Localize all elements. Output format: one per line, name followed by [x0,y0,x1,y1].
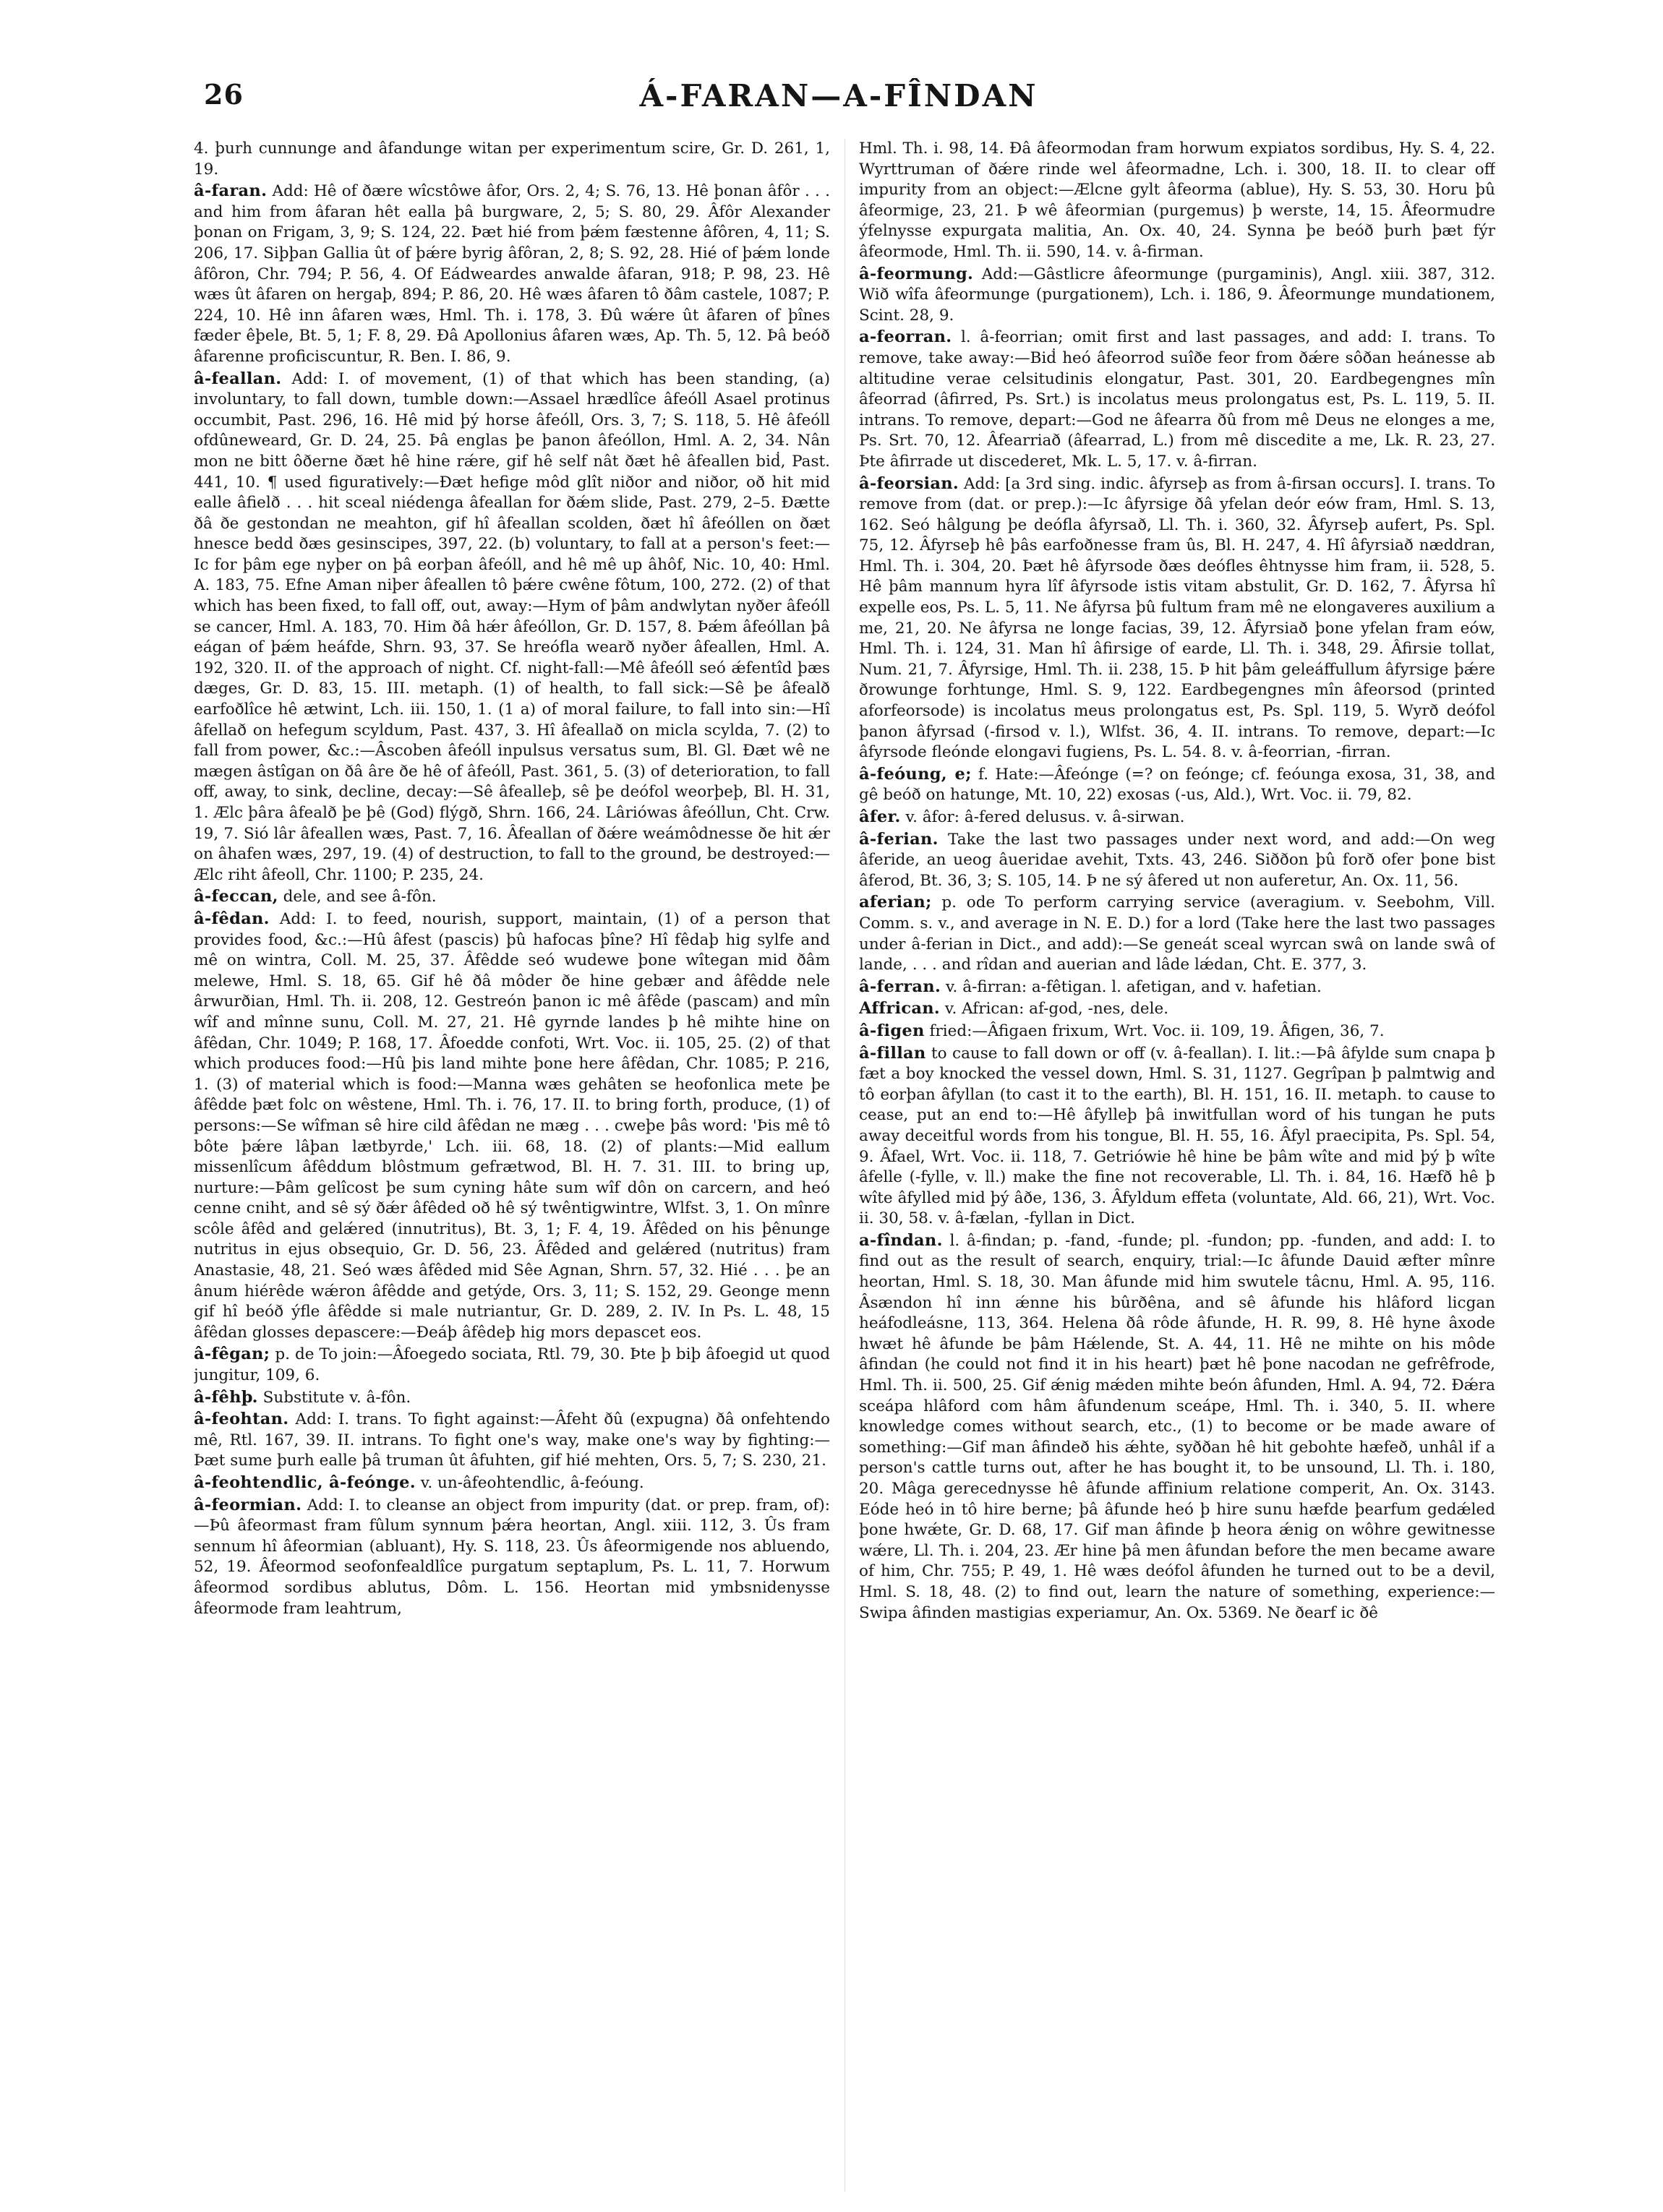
entry-text: l. â-feorrian; omit first and last passages, and add: I. trans. To remove, take away:—Biḋ heó âfeorrod suîðe feor from ðǽre sôðan heánesse ab altitudine verae celsitudinis elongatur, Past. 301, 20. Eardbegengnes mîn âfeorrad (âfirred, Ps. Srt.) is incolatus meus prolongatus est, Ps. L. 119, 5. II. intrans. To remove, depart:—God ne âfearra ðû from mê Deus ne elonges a me, Ps. Srt. 70, 12. Âfearriað (âfearrad, L.) from mê discedite a me, Lk. R. 23, 27. Þte âfirrade ut discederet, Mk. L. 5, 17. v. â-firran. [859,328,1495,471]
dictionary-entry [194,1495,830,1620]
dictionary-entry [859,1230,1495,1624]
entry-text: Add: I. to cleanse an object from impurity (dat. or prep. fram, of):—Þû âfeormast fram fûlum synnum þǽra heortan, Angl. xiii. 112, 3. Ûs fram sennum hî âfeormian (abluant), Hy. S. 118, 23. Ûs âfeormigende nos abluendo, 52, 19. Âfeormod seofonfealdlîce purgatum septaplum, Ps. L. 11, 7. Horwum âfeormod sordibus ablutus, Dôm. L. 156. Heortan mid ymbsnidenysse âfeormode fram leahtrum, [194,1496,830,1618]
entry-headword: â-feohtan. [194,1410,289,1429]
entry-text: Hml. Th. i. 98, 14. Ðâ âfeormodan fram horwum expiatos sordibus, Hy. S. 4, 22. Wyrttruman of ðǽre rinde wel âfeormadne, Lch. i. 300, 18. II. to clear off impurity from an object:—Ælcne gylt âfeorma (ablue), Hy. S. 53, 30. Horu þû âfeormige, 23, 21. Þ wê âfeormian (purgemus) þ werste, 14, 15. Âfeormudre ýfelnysse expurgata malitia, An. Ox. 40, 24. Synna þe beóð þurh þæt fýr âfeormode, Hml. Th. ii. 590, 14. v. â-firman. [859,140,1495,261]
entry-headword: â-feormung. [859,264,974,283]
dictionary-entry [194,909,830,1343]
page-number: 26 [204,78,244,111]
entry-headword: â-feorsian. [859,473,959,493]
entry-text: Add: I. of movement, (1) of that which has been standing, (a) involuntary, to fall down, tumble down:—Assael hrædlîce âfeóll Asael protinus occumbit, Past. 296, 16. Hê mid þý horse âfeóll, Ors. 3, 7; S. 118, 5. Hê âfeóll ofdûneweard, Gr. D. 24, 25. Þâ englas þe þanon âfeóllon, Hml. A. 2, 34. Nân mon ne bitt ôðerne ðæt hê hine rǽre, gif hê self nât ðæt hê âfeallen biḋ, Past. 441, 10. ¶ used figuratively:—Ðæt hefige môd glît niðor and niðor, oð hit mid ealle âfielð . . . hit sceal niédenga âfeallan for ðǽm slide, Past. 279, 2–5. Ðætte ðâ ðe gestondan ne meahton, gif hî âfeallan scolden, ðæt hî âfeóllen on ðæt hnesce bedd ðæs gesinscipes, 397, 22. (b) voluntary, to fall at a person's feet:—Ic for þâm ege nyþer on þâ eorþan âfeóll, and hê mê up âhôf, Nic. 10, 40: Hml. A. 183, 75. Efne Aman niþer âfeallen tô þǽre cwêne fôtum, 100, 272. (2) of that which has been fixed, to fall off, out, away:—Hym of þâm andwlytan nyðer âfeóll se cancer, Hml. A. 183, 70. Him ðâ hǽr âfeóllon, Gr. D. 157, 8. Þǽm âfeóllan þâ eágan of þǽm heáfde, Shrn. 93, 37. Se hreófla wearð nyðer âfeallen, Hml. A. 192, 320. II. of the approach of night. Cf. night-fall:—Mê âfeóll seó ǽfentîd þæs dæges, Gr. D. 83, 15. III. metaph. (1) of health, to fall sick:—Sê þe âfealð earfoðlîce hê ætwint, Lch. iii. 150, 1. (1 a) of moral failure, to fall into sin:—Hî âfellað on hefegum scyldum, Past. 437, 3. Hî âfeallað on micla scylda, 7. (2) to fall from power, &c.:—Âscoben âfeóll inpulsus versatus sum, Bl. Gl. Ðæt wê ne mægen âstîgan on ðâ âre ðe hê of âfeóll, Past. 361, 5. (3) of deterioration, to fall off, away, to sink, decline, decay:—Sê âfealleþ, sê þe deófol weorþeþ, Bl. H. 31, 1. Ælc þâra âfealð þe þê (God) flýgð, Shrn. 166, 24. Lâriówas âfeóllun, Cht. Crw. 19, 7. Sió lâr âfeallen wæs, Past. 7, 16. Âfeallan of ðǽre weámôdnesse ðe hit ǽr on âhafen wæs, 297, 19. (4) of destruction, to fall to the ground, be destroyed:—Ælc riht âfeoll, Chr. 1100; P. 235, 24. [194,369,830,884]
page-header [194,78,1484,121]
entry-headword: â-feóung, e; [859,764,972,784]
entry-text: p. ode To perform carrying service (averagium. v. Seebohm, Vill. Comm. s. v., and average in N. E. D.) for a lord (Take here the last two passages under â-ferian in Dict., and add):—Se geneát sceal wyrcan swâ on lande swâ of lande, . . . and rîdan and auerian and lâde lǽdan, Cht. E. 377, 3. [859,893,1495,974]
dictionary-entry [859,473,1495,763]
entry-text: Take the last two passages under next word, and add:—On weg âferide, an ueog âueridae avehit, Txts. 43, 246. Siððon þû forð ofer þone bist âferod, Bt. 36, 3; S. 105, 14. Þ ne sý âfered ut non auferetur, An. Ox. 11, 56. [859,830,1495,890]
entry-text: Add: I. trans. To fight against:—Âfeht ðû (expugna) ðâ onfehtendo mê, Rtl. 167, 39. II. intrans. To fight one's way, make one's way by fighting:—Þæt sume þurh ealle þâ truman ût âfuhten, gif hié mehten, Ors. 5, 7; S. 230, 21. [194,1410,830,1470]
entry-headword: Affrican. [859,999,940,1019]
entry-headword: â-fêhþ. [194,1387,258,1407]
entry-text: Add: [a 3rd sing. indic. âfyrseþ as from â-firsan occurs]. I. trans. To remove from (dat. or prep.):—Ic âfyrsige ðâ yfelan deór eów fram, Hml. S. 13, 162. Seó hâlgung þe deófla âfyrsað, Ll. Th. i. 360, 32. Âfyrseþ aufert, Ps. Spl. 75, 12. Âfyrseþ hê þâs earfoðnesse fram ûs, Bl. H. 247, 4. Hî âfyrsiað næddran, Hml. Th. i. 304, 20. Þæt hê âfyrsode ðæs deófles êhtnysse him fram, ii. 528, 5. Hê þâm mannum hyra lîf âfyrsode istis vitam abstulit, Gr. D. 162, 7. Âfyrsa hî expelle eos, Ps. L. 5, 11. Ne âfyrsa þû fultum fram mê ne elongaveres auxilium a me, 21, 20. Ne âfyrsa ne longe facias, 39, 12. Âfyrsiað þone yfelan fram eów, Hml. Th. i. 124, 31. Man hî âfirsige of earde, Ll. Th. i. 348, 29. Âfirsie tollat, Num. 21, 7. Âfyrsige, Hml. Th. ii. 238, 15. Þ hit þâm geleáffullum âfyrsige þǽre ðrowunge forhtunge, Hml. S. 9, 122. Eardbegengnes mîn âfeorsod (printed aforfeorsode) is incolatus meus prolongatus est, Ps. Spl. 119, 5. Wyrð deófol þanon âfyrsad (-firsod v. l.), Wlfst. 36, 4. II. intrans. To remove, depart:—Ic âfyrsode fleónde elongavi fugiens, Ps. L. 54. 8. v. â-feorrian, -firran. [859,474,1495,762]
dictionary-entry [859,264,1495,327]
dictionary-entry [859,829,1495,892]
running-head: Á-FARAN—A-FÎNDAN [639,78,1038,113]
entry-text: v. African: af-god, -nes, dele. [944,1000,1169,1019]
entry-headword: â-ferian. [859,829,939,849]
dictionary-entry [194,1344,830,1386]
dictionary-entry [194,369,830,886]
dictionary-entry [194,139,830,180]
entry-headword: aferian; [859,893,932,912]
dictionary-entry [859,764,1495,806]
dictionary-entry [194,1409,830,1472]
entry-text: dele, and see â-fôn. [283,888,437,906]
entry-text: p. de To join:—Âfoegedo sociata, Rtl. 79, 30. Þte þ biþ âfoegid ut quod jungitur, 109, 6. [194,1345,830,1385]
dictionary-entry [859,327,1495,472]
entry-headword: â-feohtendlic, â-feónge. [194,1473,416,1492]
entry-headword: â-fêdan. [194,909,270,928]
dictionary-entry [194,886,830,908]
entry-headword: â-ferran. [859,977,941,996]
entry-headword: â-fêgan; [194,1345,270,1364]
entry-headword: â-faran. [194,181,268,201]
entry-text: f. Hate:—Âfeónge (=? on feónge; cf. feóunga exosa, 31, 38, and gê beóð on hatunge, Mt. 10, 22) exosas (-us, Ald.), Wrt. Voc. ii. 79, 82. [859,765,1495,805]
dictionary-entry [859,807,1495,828]
dictionary-entry [859,998,1495,1020]
entry-headword: â-fillan [859,1043,926,1063]
entry-text: 4. þurh cunnunge and âfandunge witan per experimentum scire, Gr. D. 261, 1, 19. [194,140,830,179]
entry-headword: â-feormian. [194,1495,302,1514]
dictionary-entry [859,1043,1495,1230]
entry-text: v. â-firran: a-fêtigan. l. afetigan, and v. hafetian. [945,977,1322,996]
entry-headword: â-feccan, [194,887,278,906]
dictionary-entry [859,977,1495,998]
dictionary-entry [194,1472,830,1494]
entry-headword: a-fîndan. [859,1230,943,1250]
text-columns [194,139,1495,2192]
entry-text: v. un-âfeohtendlic, â-feóung. [420,1474,644,1492]
entry-text: Add: I. to feed, nourish, support, maintain, (1) of a person that provides food, &c.:—Hû âfest (pascis) þû hafocas þîne? Hî fêdaþ hig sylfe and mê on wintra, Coll. M. 25, 37. Âfêdde seó wudewe þone wîtegan mid ðâm melewe, Hml. S. 18, 65. Gif hê ðâ môder ðe hine gebær and âfêdde nele ârwurðian, Hml. Th. ii. 208, 12. Gestreón þanon ic mê âfêde (pascam) and mîn wîf and mînne sunu, Coll. M. 27, 21. Hê gyrnde landes þ hê mihte hine on âfêdan, Chr. 1049; P. 168, 17. Âfoedde confoti, Wrt. Voc. ii. 105, 25. (2) of that which produces food:—Hû þis land mihte þone here âfêdan, Chr. 1085; P. 216, 1. (3) of material which is food:—Manna wæs gehâten se heofonlica mete þe âfêdde þæt folc on wêstene, Hml. Th. i. 76, 17. II. to bring forth, produce, (1) of persons:—Se wîfman sê hire cild âfêdan ne mæg . . . cweþe þâs word: 'Þis mê tô bôte þǽre lâþan lætbyrde,' Lch. iii. 68, 18. (2) of plants:—Mid eallum missenlîcum âfêddum blôstmum gefrætwod, Bl. H. 7. 31. III. to bring up, nurture:—Þâm gelîcost þe sum cyning hâte sum wîf dôn on carcern, and heó cenne cniht, and sê sý ðǽr âfêded oð hê sý twêntigwintre, Wlfst. 3, 1. On mînre scôle âfêd and gelǽred (innutritus), Bt. 3, 1; F. 4, 19. Âfêded on his þênunge nutritus in ejus obsequio, Gr. D. 56, 23. Âfêded and gelǽred (nutritus) fram Anastasie, 48, 21. Seó wæs âfêded mid Sêe Agnan, Shrn. 57, 32. Hié . . . þe an ânum hiérêde wǽron âfêdde and getýde, Ors. 3, 11; S. 152, 29. Geonge menn gif hî beóð ýfle âfêdde si male nutriantur, Gr. D. 289, 2. IV. In Ps. L. 48, 15 âfêdan glosses depascere:—Ðeáþ âfêdeþ hig mors depascet eos. [194,909,830,1342]
left-column [194,139,830,2192]
entry-text: Add:—Gâstlicre âfeormunge (purgaminis), Angl. xiii. 387, 312. Wið wîfa âfeormunge (purgationem), Lch. i. 186, 9. Âfeormunge mundationem, Scint. 28, 9. [859,265,1495,325]
entry-text: to cause to fall down or off (v. â-feallan). I. lit.:—Þâ âfylde sum cnapa þ fæt a boy knocked the vessel down, Hml. S. 31, 1127. Gegrîpan þ palmtwig and tô eorþan âfyllan (to cast it to the earth), Bl. H. 151, 16. II. metaph. to cause to cease, put an end to:—Hê âfylleþ þâ inwitfullan word of his tungan he puts away deceitful words from his tongue, Bl. H. 55, 16. Âfyl praecipita, Ps. Spl. 54, 9. Âfael, Wrt. Voc. ii. 118, 7. Getriówie hê hine be þâm wîte and mid þý þ wîte âfelle (-fylle, v. ll.) make the fine not recoverable, Ll. Th. i. 84, 16. Hæfð hê þ wîte âfylled mid þý âðe, 136, 3. Âfyldum effeta (voluntate, Ald. 66, 21), Wrt. Voc. ii. 30, 58. v. â-fælan, -fyllan in Dict. [859,1044,1495,1228]
dictionary-entry [859,139,1495,263]
dictionary-entry [194,181,830,367]
right-column [859,139,1495,2192]
entry-text: Substitute v. â-fôn. [262,1388,411,1407]
dictionary-entry [194,1387,830,1409]
dictionary-entry [859,1021,1495,1042]
entry-text: l. â-findan; p. -fand, -funde; pl. -fundon; pp. -funden, and add: I. to find out as the result of search, enquiry, trial:—Ic âfunde Dauid æfter mînre heortan, Hml. S. 18, 30. Man âfunde mid him swutele tâcnu, Hml. A. 95, 116. Âsændon hî inn ǽnne his bûrðêna, and sê âfunde his hlâford licgan heáfodleásne, 113, 364. Helena ðâ rôde âfunde, H. R. 99, 8. Hê hyne âxode hwæt hê âfunde be þâm Hǽlende, St. A. 44, 11. Hê ne mihte on his môde âfindan (he could not find it in his heart) þæt hê þone nacodan ne gefrêfrode, Hml. Th. ii. 500, 25. Gif ǽnig mǽden mihte beón âfunden, Hml. A. 94, 72. Ðǽra sceápa hlâford com hâm âfundenum sceápe, Hml. Th. i. 340, 5. II. where knowledge comes without search, etc., (1) to become or be made aware of something:—Gif man âfindeð his ǽhte, syððan hê hit gebohte hæfeð, unhâl if a person's cattle turns out, after he has bought it, to be unsound, Ll. Th. i. 180, 20. Mâga gerecednysse hê âfunde affinium relatione comperit, An. Ox. 3143. Eóde heó in tô hire berne; þâ âfunde heó þ hire sunu hæfde þearfum gedǽled þone hwǽte, Gr. D. 68, 17. Gif man âfinde þ heora ǽnig on wôhre gewitnesse wǽre, Ll. Th. i. 204, 23. Ær hine þâ men âfundan before the men became aware of him, Chr. 755; P. 49, 1. Hê wæs deófol âfunden he turned out to be a devil, Hml. S. 18, 48. (2) to find out, learn the nature of something, experience:—Swipa âfinden mastigias experiamur, An. Ox. 5369. Ne ðearf ic ðê [859,1231,1495,1622]
entry-headword: â-feallan. [194,369,282,388]
entry-text: Add: Hê of ðære wîcstôwe âfor, Ors. 2, 4; S. 76, 13. Hê þonan âfôr . . . and him from âfaran hêt ealla þâ burgware, 2, 5; S. 80, 29. Âfôr Alexander þonan on Frigam, 3, 9; S. 124, 22. Þæt hié from þǽm fæstenne âfôren, 4, 11; S. 206, 17. Siþþan Gallia ût of þǽre byrig âfôran, 2, 8; S. 92, 28. Hié of þǽm londe âfôron, Chr. 794; P. 56, 4. Of Eádweardes anwalde âfaran, 918; P. 98, 23. Hê wæs ût âfaren on hergaþ, 894; P. 86, 20. Hê wæs âfaren tô ðâm castele, 1087; P. 224, 10. Hê inn âfaren wæs, Hml. Th. i. 178, 3. Ðû wǽre ût âfaren of þînes fæder êþele, Bt. 5, 1; F. 8, 29. Ðâ Apollonius âfaren wæs, Ap. Th. 5, 12. Þâ beóð âfarenne proficiscuntur, R. Ben. I. 86, 9. [194,182,830,366]
entry-text: fried:—Âfigaen frixum, Wrt. Voc. ii. 109, 19. Âfigen, 36, 7. [929,1021,1385,1040]
entry-headword: âfer. [859,807,901,826]
entry-headword: a-feorran. [859,327,952,347]
entry-headword: â-figen [859,1021,925,1040]
dictionary-entry [859,892,1495,975]
entry-text: v. âfor: â-fered delusus. v. â-sirwan. [905,808,1185,826]
